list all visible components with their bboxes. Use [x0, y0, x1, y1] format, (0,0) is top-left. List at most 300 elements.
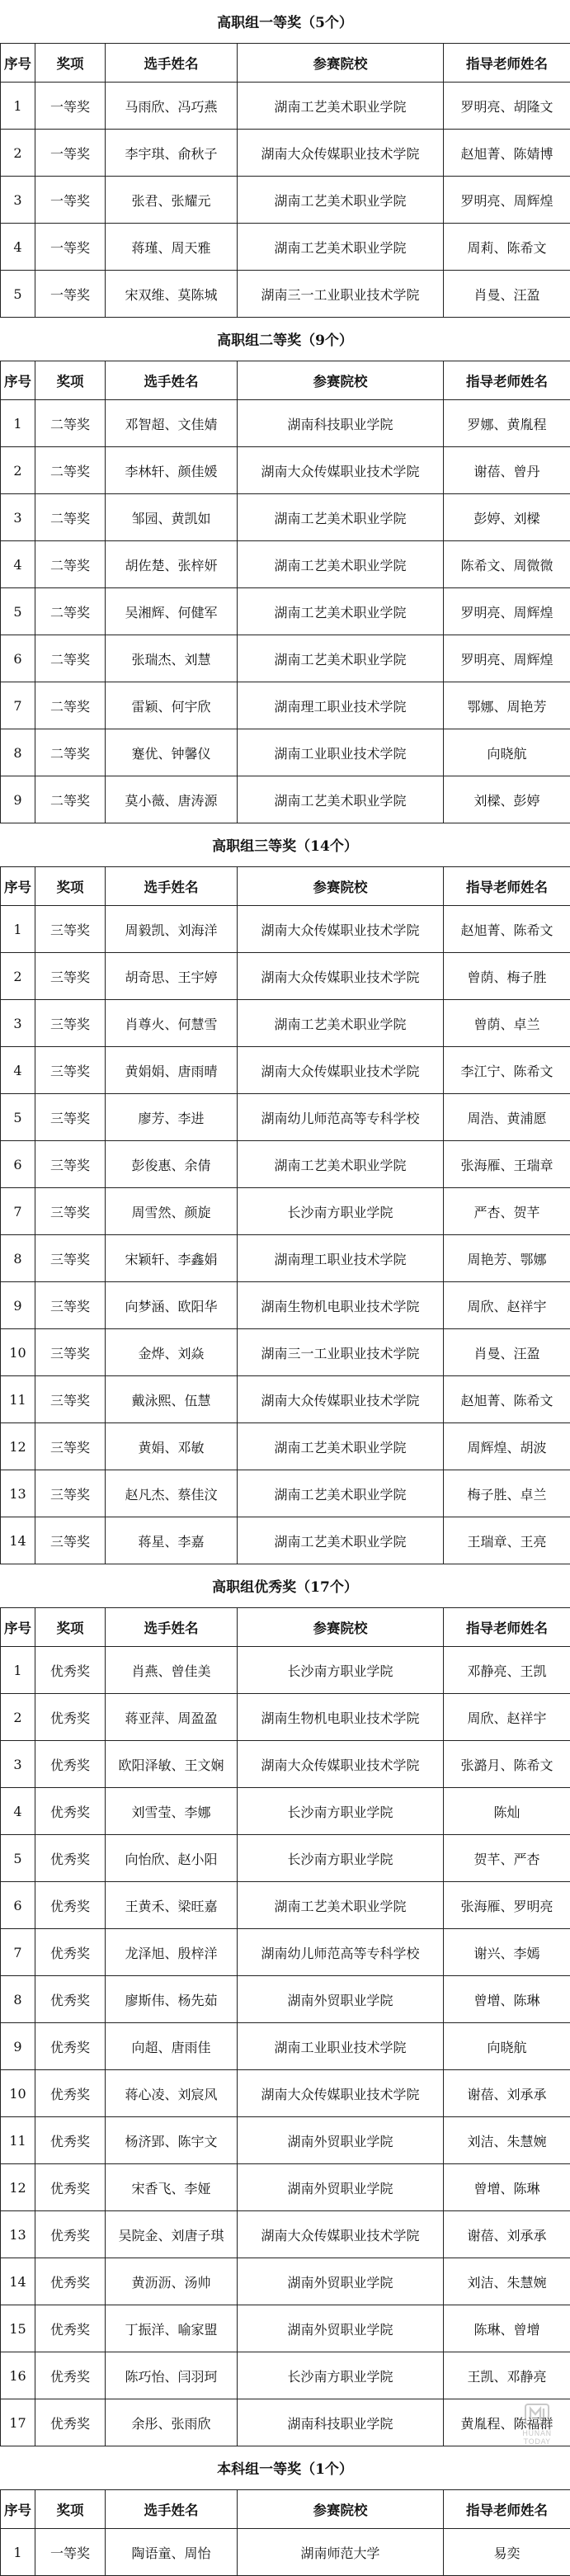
cell-award: 优秀奖: [35, 1976, 106, 2023]
cell-school: 湖南理工职业技术学院: [238, 682, 444, 729]
cell-advisors: 张潞月、陈希文: [444, 1741, 570, 1788]
cell-school: 湖南三一工业职业技术学院: [238, 1329, 444, 1376]
section-title: 高职组二等奖（9个）: [0, 318, 570, 361]
cell-index: 11: [1, 2117, 35, 2164]
header-contestants: 选手姓名: [106, 1608, 238, 1647]
cell-contestants: 肖尊火、何慧雪: [106, 1000, 238, 1047]
table-row: [1, 271, 570, 318]
header-index: 序号: [1, 867, 35, 906]
cell-school: 湖南工艺美术职业学院: [238, 224, 444, 271]
header-award: 奖项: [35, 867, 106, 906]
cell-index: 4: [1, 224, 35, 271]
cell-index: 5: [1, 271, 35, 318]
award-table: [0, 1607, 570, 2446]
cell-award: 优秀奖: [35, 2070, 106, 2117]
cell-advisors: 罗娜、黄胤程: [444, 400, 570, 447]
table-row: [1, 2070, 570, 2117]
cell-contestants: 马雨欣、冯巧燕: [106, 83, 238, 130]
cell-contestants: 宋香飞、李娅: [106, 2164, 238, 2211]
cell-contestants: 肖燕、曾佳美: [106, 1647, 238, 1694]
table-row: [1, 1647, 570, 1694]
table-row: [1, 2211, 570, 2258]
header-advisors: 指导老师姓名: [444, 361, 570, 400]
cell-advisors: 谢兴、李嫣: [444, 1929, 570, 1976]
cell-award: 二等奖: [35, 494, 106, 541]
cell-advisors: 周艳芳、鄂娜: [444, 1235, 570, 1282]
header-contestants: 选手姓名: [106, 2490, 238, 2529]
table-row: [1, 400, 570, 447]
table-row: [1, 177, 570, 224]
cell-advisors: 周莉、陈希文: [444, 224, 570, 271]
cell-advisors: 罗明亮、胡隆文: [444, 83, 570, 130]
section-title: 高职组三等奖（14个）: [0, 823, 570, 866]
cell-school: 湖南幼儿师范高等专科学校: [238, 1094, 444, 1141]
cell-index: 16: [1, 2352, 35, 2399]
cell-award: 优秀奖: [35, 1694, 106, 1741]
table-row: [1, 130, 570, 177]
cell-contestants: 莫小薇、唐涛源: [106, 776, 238, 823]
cell-advisors: 张海雁、罗明亮: [444, 1882, 570, 1929]
table-row: [1, 2399, 570, 2446]
table-row: [1, 1188, 570, 1235]
cell-award: 二等奖: [35, 447, 106, 494]
section-title: 高职组优秀奖（17个）: [0, 1564, 570, 1607]
cell-advisors: 张海雁、王瑞章: [444, 1141, 570, 1188]
header-index: 序号: [1, 2490, 35, 2529]
cell-index: 9: [1, 776, 35, 823]
cell-contestants: 胡奇思、王宇婷: [106, 953, 238, 1000]
table-row: [1, 1141, 570, 1188]
table-row: [1, 1694, 570, 1741]
cell-contestants: 赵凡杰、蔡佳汶: [106, 1470, 238, 1517]
cell-advisors: 王凯、邓静亮: [444, 2352, 570, 2399]
cell-advisors: 刘樑、彭婷: [444, 776, 570, 823]
header-school: 参赛院校: [238, 2490, 444, 2529]
table-row: [1, 1235, 570, 1282]
cell-award: 优秀奖: [35, 1835, 106, 1882]
award-table: [0, 866, 570, 1564]
cell-advisors: 肖曼、汪盈: [444, 1329, 570, 1376]
cell-index: 12: [1, 2164, 35, 2211]
cell-school: 长沙南方职业学院: [238, 1188, 444, 1235]
cell-index: 3: [1, 177, 35, 224]
cell-contestants: 周毅凯、刘海洋: [106, 906, 238, 953]
table-row: [1, 447, 570, 494]
cell-advisors: 王瑞章、王亮: [444, 1517, 570, 1564]
cell-award: 三等奖: [35, 1000, 106, 1047]
cell-award: 一等奖: [35, 177, 106, 224]
cell-index: 3: [1, 1741, 35, 1788]
cell-award: 三等奖: [35, 1094, 106, 1141]
cell-index: 6: [1, 1141, 35, 1188]
cell-school: 湖南工艺美术职业学院: [238, 1517, 444, 1564]
award-table: [0, 43, 570, 318]
cell-index: 11: [1, 1376, 35, 1423]
hunan-today-logo-icon: [524, 2402, 550, 2427]
cell-advisors: 肖曼、汪盈: [444, 271, 570, 318]
cell-index: 8: [1, 729, 35, 776]
table-row: [1, 2117, 570, 2164]
cell-award: 一等奖: [35, 271, 106, 318]
cell-advisors: 赵旭菁、陈婧博: [444, 130, 570, 177]
cell-award: 二等奖: [35, 588, 106, 635]
cell-school: 湖南工艺美术职业学院: [238, 635, 444, 682]
cell-contestants: 黄沥沥、汤帅: [106, 2258, 238, 2305]
cell-school: 湖南外贸职业学院: [238, 2164, 444, 2211]
cell-award: 三等奖: [35, 953, 106, 1000]
cell-index: 3: [1, 494, 35, 541]
table-row: [1, 2164, 570, 2211]
cell-school: 湖南工艺美术职业学院: [238, 1423, 444, 1470]
header-award: 奖项: [35, 44, 106, 83]
cell-award: 三等奖: [35, 1376, 106, 1423]
table-row: [1, 1047, 570, 1094]
cell-contestants: 蒋心凌、刘宸风: [106, 2070, 238, 2117]
cell-index: 1: [1, 906, 35, 953]
cell-contestants: 蒋亚萍、周盈盈: [106, 1694, 238, 1741]
table-row: [1, 1282, 570, 1329]
header-contestants: 选手姓名: [106, 44, 238, 83]
cell-award: 二等奖: [35, 682, 106, 729]
cell-school: 长沙南方职业学院: [238, 2352, 444, 2399]
cell-award: 二等奖: [35, 400, 106, 447]
cell-contestants: 戴泳熙、伍慧: [106, 1376, 238, 1423]
table-row: [1, 2258, 570, 2305]
cell-index: 2: [1, 130, 35, 177]
table-row: [1, 729, 570, 776]
table-row: [1, 953, 570, 1000]
cell-advisors: 周浩、黄浦愿: [444, 1094, 570, 1141]
cell-award: 优秀奖: [35, 2023, 106, 2070]
cell-contestants: 陈巧怡、闫羽珂: [106, 2352, 238, 2399]
cell-advisors: 赵旭菁、陈希文: [444, 1376, 570, 1423]
cell-contestants: 胡佐楚、张梓妍: [106, 541, 238, 588]
cell-index: 1: [1, 2529, 35, 2576]
cell-advisors: 易奕: [444, 2529, 570, 2576]
table-row: [1, 635, 570, 682]
cell-index: 1: [1, 400, 35, 447]
cell-contestants: 邹园、黄凯如: [106, 494, 238, 541]
cell-advisors: 向晓航: [444, 729, 570, 776]
table-row: [1, 541, 570, 588]
table-header-row: [1, 2490, 570, 2529]
table-row: [1, 2023, 570, 2070]
header-school: 参赛院校: [238, 44, 444, 83]
cell-award: 优秀奖: [35, 1741, 106, 1788]
table-header-row: [1, 1608, 570, 1647]
cell-contestants: 陶语童、周怡: [106, 2529, 238, 2576]
cell-contestants: 欧阳泽敏、王文娴: [106, 1741, 238, 1788]
cell-school: 长沙南方职业学院: [238, 1835, 444, 1882]
cell-advisors: 谢蓓、刘承承: [444, 2211, 570, 2258]
cell-school: 湖南幼儿师范高等专科学校: [238, 1929, 444, 1976]
header-school: 参赛院校: [238, 1608, 444, 1647]
cell-school: 湖南工业职业技术学院: [238, 729, 444, 776]
cell-contestants: 廖芳、李进: [106, 1094, 238, 1141]
cell-index: 17: [1, 2399, 35, 2446]
cell-school: 湖南大众传媒职业技术学院: [238, 953, 444, 1000]
cell-award: 一等奖: [35, 2529, 106, 2576]
cell-award: 二等奖: [35, 635, 106, 682]
cell-award: 一等奖: [35, 130, 106, 177]
cell-award: 三等奖: [35, 1141, 106, 1188]
table-row: [1, 494, 570, 541]
table-row: [1, 1470, 570, 1517]
header-advisors: 指导老师姓名: [444, 2490, 570, 2529]
cell-school: 湖南大众传媒职业技术学院: [238, 906, 444, 953]
cell-advisors: 周欣、赵祥宇: [444, 1282, 570, 1329]
cell-contestants: 李林轩、颜佳媛: [106, 447, 238, 494]
table-row: [1, 2352, 570, 2399]
cell-school: 湖南生物机电职业技术学院: [238, 1694, 444, 1741]
cell-index: 1: [1, 1647, 35, 1694]
header-school: 参赛院校: [238, 361, 444, 400]
cell-contestants: 向梦涵、欧阳华: [106, 1282, 238, 1329]
cell-school: 湖南外贸职业学院: [238, 2258, 444, 2305]
cell-school: 湖南大众传媒职业技术学院: [238, 1047, 444, 1094]
table-header-row: [1, 867, 570, 906]
cell-advisors: 向晓航: [444, 2023, 570, 2070]
cell-school: 湖南工艺美术职业学院: [238, 1000, 444, 1047]
table-row: [1, 1929, 570, 1976]
cell-school: 湖南工业职业技术学院: [238, 2023, 444, 2070]
cell-index: 7: [1, 1929, 35, 1976]
cell-contestants: 黄娟、邓敏: [106, 1423, 238, 1470]
cell-school: 湖南大众传媒职业技术学院: [238, 1741, 444, 1788]
cell-award: 一等奖: [35, 224, 106, 271]
cell-advisors: 贺芊、严杏: [444, 1835, 570, 1882]
cell-school: 湖南科技职业学院: [238, 400, 444, 447]
cell-award: 三等奖: [35, 1517, 106, 1564]
cell-contestants: 周雪然、颜旋: [106, 1188, 238, 1235]
cell-advisors: 曾荫、卓兰: [444, 1000, 570, 1047]
cell-index: 7: [1, 1188, 35, 1235]
cell-advisors: 陈灿: [444, 1788, 570, 1835]
cell-school: 湖南外贸职业学院: [238, 1976, 444, 2023]
cell-contestants: 向怡欣、赵小阳: [106, 1835, 238, 1882]
cell-school: 湖南大众传媒职业技术学院: [238, 130, 444, 177]
cell-award: 优秀奖: [35, 2305, 106, 2352]
cell-index: 5: [1, 1094, 35, 1141]
cell-advisors: 黄胤程、陈福群: [444, 2399, 570, 2446]
cell-school: 湖南工艺美术职业学院: [238, 588, 444, 635]
cell-school: 湖南生物机电职业技术学院: [238, 1282, 444, 1329]
cell-award: 三等奖: [35, 1235, 106, 1282]
cell-school: 长沙南方职业学院: [238, 1647, 444, 1694]
cell-advisors: 刘洁、朱慧婉: [444, 2117, 570, 2164]
cell-index: 5: [1, 588, 35, 635]
header-award: 奖项: [35, 1608, 106, 1647]
cell-advisors: 罗明亮、周辉煌: [444, 635, 570, 682]
award-table: [0, 2489, 570, 2576]
cell-award: 三等奖: [35, 1470, 106, 1517]
cell-index: 12: [1, 1423, 35, 1470]
cell-index: 4: [1, 1047, 35, 1094]
cell-index: 7: [1, 682, 35, 729]
header-advisors: 指导老师姓名: [444, 1608, 570, 1647]
cell-advisors: 严杏、贺芊: [444, 1188, 570, 1235]
cell-index: 14: [1, 2258, 35, 2305]
cell-contestants: 向超、唐雨佳: [106, 2023, 238, 2070]
cell-school: 湖南工艺美术职业学院: [238, 541, 444, 588]
cell-school: 湖南外贸职业学院: [238, 2117, 444, 2164]
table-row: [1, 776, 570, 823]
cell-contestants: 刘雪莹、李娜: [106, 1788, 238, 1835]
cell-school: 湖南工艺美术职业学院: [238, 494, 444, 541]
table-row: [1, 588, 570, 635]
cell-contestants: 蒋瑾、周天雅: [106, 224, 238, 271]
cell-index: 14: [1, 1517, 35, 1564]
cell-award: 二等奖: [35, 541, 106, 588]
cell-contestants: 余彤、张雨欣: [106, 2399, 238, 2446]
cell-contestants: 王黄禾、梁旺嘉: [106, 1882, 238, 1929]
table-header-row: [1, 44, 570, 83]
cell-award: 优秀奖: [35, 2211, 106, 2258]
cell-contestants: 黄娟娟、唐雨晴: [106, 1047, 238, 1094]
cell-award: 优秀奖: [35, 2352, 106, 2399]
cell-contestants: 彭俊惠、余倩: [106, 1141, 238, 1188]
cell-school: 湖南工艺美术职业学院: [238, 776, 444, 823]
cell-contestants: 杨济郢、陈宇文: [106, 2117, 238, 2164]
table-row: [1, 1376, 570, 1423]
table-row: [1, 1835, 570, 1882]
cell-advisors: 鄂娜、周艳芳: [444, 682, 570, 729]
cell-advisors: 邓静亮、王凯: [444, 1647, 570, 1694]
cell-award: 优秀奖: [35, 1788, 106, 1835]
cell-index: 2: [1, 953, 35, 1000]
cell-index: 2: [1, 447, 35, 494]
cell-award: 优秀奖: [35, 1929, 106, 1976]
cell-school: 湖南大众传媒职业技术学院: [238, 2070, 444, 2117]
table-header-row: [1, 361, 570, 400]
cell-index: 9: [1, 1282, 35, 1329]
cell-school: 湖南工艺美术职业学院: [238, 83, 444, 130]
award-table: [0, 361, 570, 823]
header-contestants: 选手姓名: [106, 867, 238, 906]
cell-contestants: 蹇优、钟馨仪: [106, 729, 238, 776]
cell-advisors: 曾荫、梅子胜: [444, 953, 570, 1000]
cell-advisors: 周欣、赵祥宇: [444, 1694, 570, 1741]
cell-index: 2: [1, 1694, 35, 1741]
cell-index: 13: [1, 2211, 35, 2258]
cell-contestants: 廖斯伟、杨先茹: [106, 1976, 238, 2023]
cell-contestants: 李宇琪、俞秋子: [106, 130, 238, 177]
table-row: [1, 682, 570, 729]
cell-index: 4: [1, 1788, 35, 1835]
cell-school: 湖南大众传媒职业技术学院: [238, 447, 444, 494]
cell-award: 三等奖: [35, 906, 106, 953]
table-row: [1, 1329, 570, 1376]
cell-advisors: 赵旭菁、陈希文: [444, 906, 570, 953]
table-row: [1, 2529, 570, 2576]
cell-contestants: 金烨、刘焱: [106, 1329, 238, 1376]
header-award: 奖项: [35, 2490, 106, 2529]
cell-school: 湖南理工职业技术学院: [238, 1235, 444, 1282]
header-index: 序号: [1, 361, 35, 400]
cell-advisors: 罗明亮、周辉煌: [444, 177, 570, 224]
table-row: [1, 1423, 570, 1470]
cell-award: 二等奖: [35, 776, 106, 823]
header-contestants: 选手姓名: [106, 361, 238, 400]
cell-school: 湖南工艺美术职业学院: [238, 177, 444, 224]
cell-school: 湖南大众传媒职业技术学院: [238, 1376, 444, 1423]
cell-contestants: 丁振洋、喻家盟: [106, 2305, 238, 2352]
cell-advisors: 曾增、陈琳: [444, 1976, 570, 2023]
cell-contestants: 邓智超、文佳婧: [106, 400, 238, 447]
cell-advisors: 刘洁、朱慧婉: [444, 2258, 570, 2305]
header-school: 参赛院校: [238, 867, 444, 906]
cell-advisors: 陈希文、周微微: [444, 541, 570, 588]
cell-index: 8: [1, 1976, 35, 2023]
cell-index: 13: [1, 1470, 35, 1517]
cell-advisors: 周辉煌、胡波: [444, 1423, 570, 1470]
cell-index: 3: [1, 1000, 35, 1047]
cell-index: 9: [1, 2023, 35, 2070]
cell-contestants: 宋颖轩、李鑫娟: [106, 1235, 238, 1282]
cell-school: 湖南科技职业学院: [238, 2399, 444, 2446]
cell-contestants: 张君、张耀元: [106, 177, 238, 224]
cell-award: 三等奖: [35, 1188, 106, 1235]
cell-contestants: 龙泽旭、殷梓洋: [106, 1929, 238, 1976]
table-row: [1, 1882, 570, 1929]
cell-index: 10: [1, 2070, 35, 2117]
cell-index: 8: [1, 1235, 35, 1282]
cell-advisors: 曾增、陈琳: [444, 2164, 570, 2211]
cell-advisors: 谢蓓、刘承承: [444, 2070, 570, 2117]
section-title: 高职组一等奖（5个）: [0, 0, 570, 43]
cell-index: 10: [1, 1329, 35, 1376]
cell-contestants: 雷颖、何宇欣: [106, 682, 238, 729]
cell-index: 5: [1, 1835, 35, 1882]
cell-award: 三等奖: [35, 1047, 106, 1094]
table-row: [1, 1000, 570, 1047]
cell-index: 4: [1, 541, 35, 588]
header-index: 序号: [1, 1608, 35, 1647]
cell-index: 6: [1, 635, 35, 682]
table-row: [1, 224, 570, 271]
cell-school: 湖南三一工业职业技术学院: [238, 271, 444, 318]
header-advisors: 指导老师姓名: [444, 867, 570, 906]
cell-school: 湖南师范大学: [238, 2529, 444, 2576]
cell-award: 优秀奖: [35, 2117, 106, 2164]
cell-contestants: 吴湘辉、何健军: [106, 588, 238, 635]
cell-index: 6: [1, 1882, 35, 1929]
cell-award: 三等奖: [35, 1329, 106, 1376]
cell-award: 三等奖: [35, 1423, 106, 1470]
cell-award: 优秀奖: [35, 2258, 106, 2305]
cell-advisors: 梅子胜、卓兰: [444, 1470, 570, 1517]
cell-contestants: 宋双维、莫陈城: [106, 271, 238, 318]
cell-award: 一等奖: [35, 83, 106, 130]
cell-award: 二等奖: [35, 729, 106, 776]
cell-advisors: 陈琳、曾增: [444, 2305, 570, 2352]
cell-award: 优秀奖: [35, 1647, 106, 1694]
cell-award: 优秀奖: [35, 2164, 106, 2211]
cell-contestants: 蒋星、李嘉: [106, 1517, 238, 1564]
cell-award: 三等奖: [35, 1282, 106, 1329]
header-award: 奖项: [35, 361, 106, 400]
cell-contestants: 吴院金、刘唐子琪: [106, 2211, 238, 2258]
cell-advisors: 李江宁、陈希文: [444, 1047, 570, 1094]
watermark-text: HUNAN TODAY: [509, 2430, 565, 2446]
cell-award: 优秀奖: [35, 2399, 106, 2446]
table-row: [1, 1094, 570, 1141]
cell-index: 1: [1, 83, 35, 130]
table-row: [1, 906, 570, 953]
cell-index: 15: [1, 2305, 35, 2352]
cell-advisors: 谢蓓、曾丹: [444, 447, 570, 494]
header-advisors: 指导老师姓名: [444, 44, 570, 83]
